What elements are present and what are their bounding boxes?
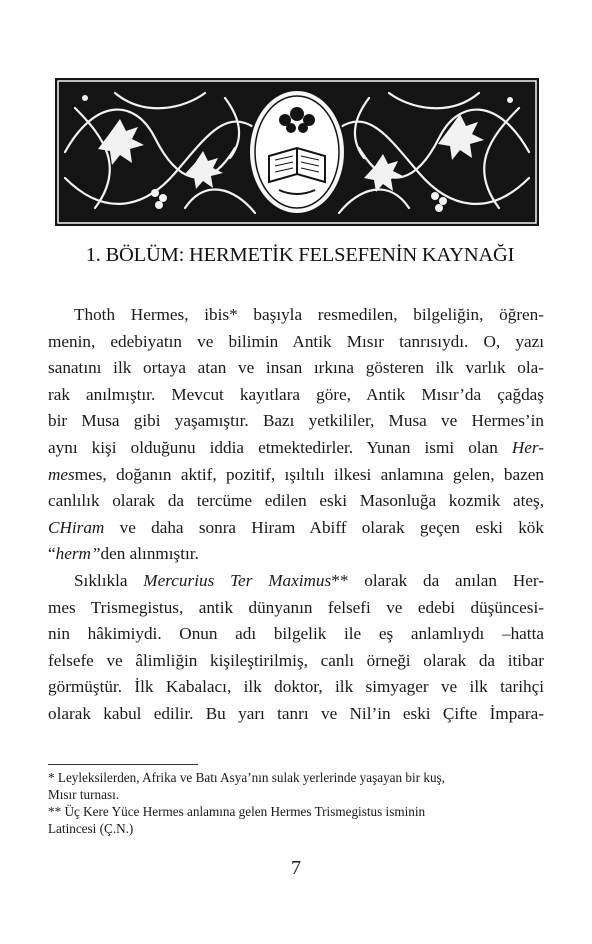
paragraph-2 <box>48 568 544 728</box>
page-number: 7 <box>291 857 301 879</box>
text-line: nin hâkimiydi. Onun adı bilgelik ile eş anlamlıydı –hatta <box>48 624 544 644</box>
text-line <box>48 568 544 595</box>
italic-chiram: CHiram <box>48 517 105 537</box>
text-line: canlılık olarak da tercüme edilen eski Masonluğa kozmik ateş, <box>48 491 544 511</box>
text-line: sanatını ilk ortaya atan ve insan ırkına gösteren ilk varlık ola- <box>48 358 544 378</box>
text-line: rak anılmıştır. Mevcut kayıtlara göre, Antik Mısır’da çağdaş <box>48 384 544 404</box>
text-segment: Sıklıkla <box>74 570 144 590</box>
footnote-divider <box>48 764 198 765</box>
text-line: Thoth Hermes, ibis* başıyla resmedilen, bilgeliğin, öğren- <box>74 305 544 324</box>
text-segment: mes, doğanın aktif, pozitif, ışıltılı ilkesi anlamına gelen, bazen <box>74 464 544 484</box>
body-text <box>48 302 544 728</box>
footnotes <box>48 769 548 837</box>
text-line: mes Trismegistus, antik dünyanın felsefi ve edebi düşüncesi- <box>48 597 544 617</box>
text-line <box>48 462 544 489</box>
text-line <box>48 515 544 542</box>
text-line: olarak kabul edilir. Bu yarı tanrı ve Nil’in eski Çifte İmpara- <box>48 703 544 723</box>
text-segment: aynı kişi olduğunu iddia etmektedirler. Yunan ismi olan <box>48 437 498 457</box>
text-line: menin, edebiyatın ve bilimin Antik Mısır tanrısıydı. O, yazı <box>48 331 544 351</box>
chapter-title: 1. BÖLÜM: HERMETİK FELSEFENİN KAYNAĞI <box>85 244 515 266</box>
ornamental-header-banner <box>55 78 539 226</box>
quote-open: “ <box>48 544 56 564</box>
text-line: felsefe ve âlimliğin kişileştirilmiş, canlı örneği olarak da itibar <box>48 650 544 670</box>
text-segment: ** olarak da anılan Her- <box>331 570 544 590</box>
italic-mercurius: Mercurius Ter Maximus <box>143 570 332 590</box>
text-segment: den alınmıştır. <box>100 544 199 564</box>
footnote-line: Mısır turnası. <box>48 787 120 802</box>
text-line <box>48 435 544 462</box>
italic-herm: herm” <box>55 544 101 564</box>
footnote-line: * Leyleksilerden, Afrika ve Batı Asya’nın sulak yerlerinde yaşayan bir kuş, <box>48 770 445 785</box>
paragraph-1 <box>48 302 544 568</box>
text-line: görmüştür. İlk Kabalacı, ilk doktor, ilk simyager ve ilk tarihçi <box>48 677 544 697</box>
text-line <box>48 541 544 568</box>
italic-her: Her- <box>511 437 544 457</box>
text-line: bir Musa gibi yaşamıştır. Bazı yetkililer, Musa ve Hermes’in <box>48 411 544 431</box>
footnote-line: ** Üç Kere Yüce Hermes anlamına gelen Hermes Trismegistus isminin <box>48 804 426 819</box>
vine-ornament-illustration <box>55 78 539 226</box>
footnote-line: Latincesi (Ç.N.) <box>48 821 134 836</box>
text-segment: ve daha sonra Hiram Abiff olarak geçen eski kök <box>104 517 544 537</box>
italic-mes: mes <box>48 464 75 484</box>
